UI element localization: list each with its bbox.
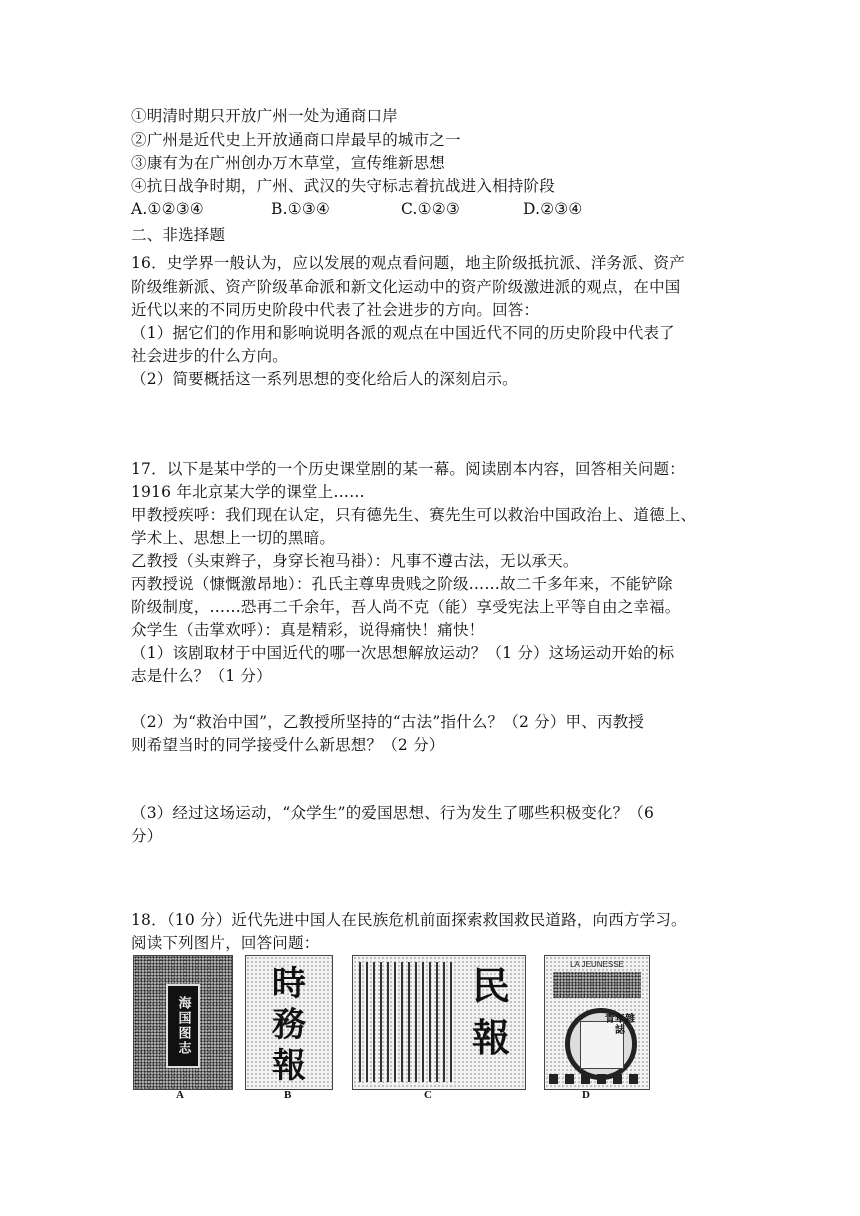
q17-line-3: 甲教授疾呼：我们现在认定，只有德先生、赛先生可以救治中国政治上、道德上、 [131, 506, 697, 524]
q17-line-11: （2）为“救治中国”，乙教授所坚持的“古法”指什么？（2 分）甲、丙教授 [131, 713, 645, 731]
choice-a: A.①②③④ [131, 200, 204, 218]
figure-a-title: 海国图志 [175, 996, 191, 1056]
q16-line-1: 16．史学界一般认为，应以发展的观点看问题，地主阶级抵抗派、洋务派、资产 [131, 254, 685, 272]
choice-b: B.①③④ [271, 200, 331, 218]
q16-line-3: 近代以来的不同历史阶段中代表了社会进步的方向。回答： [131, 301, 540, 319]
q16-line-5: 社会进步的什么方向。 [131, 347, 289, 365]
q17-line-6: 丙教授说（慷慨激昂地）：孔氏主尊卑贵贱之阶级……故二千多年来，不能铲除 [131, 575, 673, 593]
figure-d-banner-image [553, 972, 641, 998]
option-statement-2: ②广州是近代史上开放通商口岸最早的城市之一 [131, 131, 461, 149]
figure-c-char-2: 報 [471, 1015, 510, 1060]
q18-line-2: 阅读下列图片，回答问题： [131, 934, 320, 952]
figure-b-caption: B [284, 1089, 292, 1101]
option-statement-3: ③康有为在广州创办万木草堂，宣传维新思想 [131, 154, 446, 172]
figure-d-header: LA JEUNESSE [570, 960, 624, 969]
q18-line-1: 18．（10 分）近代先进中国人在民族危机前面探索救国救民道路，向西方学习。 [131, 911, 687, 929]
q17-line-9: （1）该剧取材于中国近代的哪一次思想解放运动？（1 分）这场运动开始的标 [131, 644, 675, 662]
option-statement-4: ④抗日战争时期，广州、武汉的失守标志着抗战进入相持阶段 [131, 177, 555, 195]
figure-c-caption: C [424, 1089, 432, 1101]
section-heading: 二、非选择题 [131, 226, 226, 244]
q17-line-7: 阶级制度，……恐再二千余年，吾人尚不克（能）享受宪法上平等自由之幸福。 [131, 598, 681, 616]
figure-b-char-2: 務 [272, 1005, 306, 1045]
figure-b-char-1: 時 [272, 964, 306, 1004]
q17-line-10: 志是什么？（1 分） [131, 667, 272, 685]
q17-line-5: 乙教授（头束辫子，身穿长袍马褂）：凡事不遵古法，无以承天。 [131, 552, 579, 570]
q17-line-12: 则希望当时的同学接受什么新思想？（2 分） [131, 736, 445, 754]
figure-d-bottom-ornament [549, 1074, 645, 1084]
option-statement-1: ①明清时期只开放广州一处为通商口岸 [131, 107, 398, 125]
q16-line-4: （1）据它们的作用和影响说明各派的观点在中国近代不同的历史阶段中代表了 [131, 324, 675, 342]
figure-a-haiguo-tuzhi [133, 955, 233, 1090]
figure-c-minbao [352, 955, 526, 1090]
figure-d-qingnian-zazhi [544, 955, 650, 1090]
figure-a-title-plate [166, 984, 200, 1068]
choice-c: C.①②③ [401, 200, 460, 218]
figure-d-caption: D [582, 1089, 590, 1101]
answer-choices [131, 198, 731, 220]
figure-c-char-1: 民 [471, 963, 510, 1008]
q17-line-13: （3）经过这场运动，“众学生”的爱国思想、行为发生了哪些积极变化？（6 [131, 804, 655, 822]
q17-line-4: 学术上、思想上一切的黑暗。 [131, 529, 336, 547]
q17-line-1: 17．以下是某中学的一个历史课堂剧的某一幕。阅读剧本内容，回答相关问题： [131, 460, 685, 478]
figure-b-shiwubao [245, 955, 333, 1090]
q16-line-6: （2）简要概括这一系列思想的变化给后人的深刻启示。 [131, 370, 518, 388]
figure-c-text-columns [359, 962, 455, 1082]
figure-b-char-3: 報 [272, 1046, 306, 1086]
figure-d-title: 青年雜誌 [605, 1014, 635, 1036]
figure-a-caption: A [176, 1089, 184, 1101]
q16-line-2: 阶级维新派、资产阶级革命派和新文化运动中的资产阶级激进派的观点，在中国 [131, 278, 681, 296]
q17-line-2: 1916 年北京某大学的课堂上…… [131, 483, 365, 501]
q17-line-14: 分） [131, 827, 163, 845]
choice-d: D.②③④ [523, 200, 583, 218]
q17-line-8: 众学生（击掌欢呼）：真是精彩，说得痛快！痛快！ [131, 621, 485, 639]
